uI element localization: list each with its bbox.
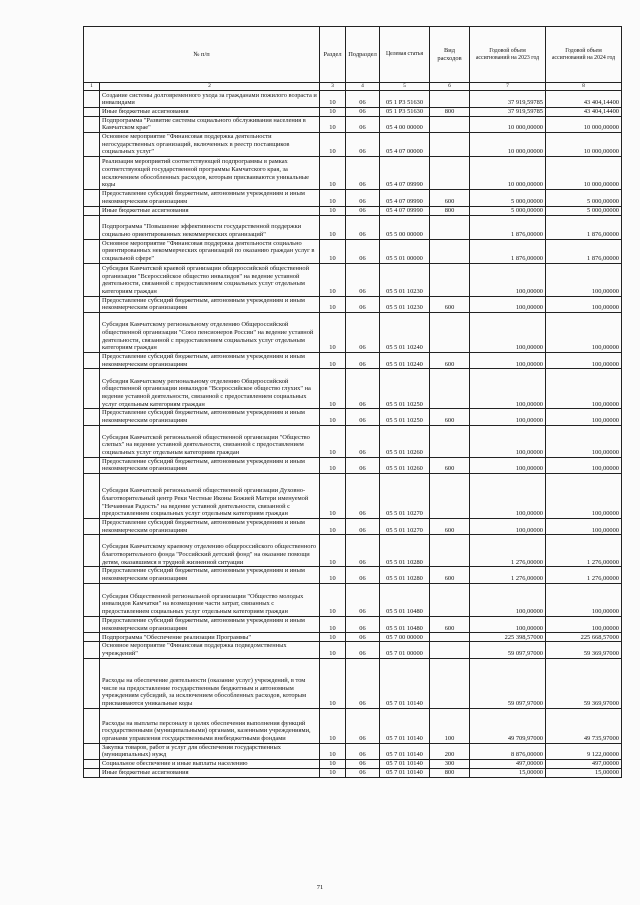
row-target-cell: 05 7 01 00000 — [380, 642, 430, 658]
row-razdel-cell: 10 — [320, 474, 346, 519]
row-number-cell — [84, 708, 100, 743]
header-y2023: Годовой объем ассигнований на 2023 год — [470, 27, 546, 83]
row-razdel-cell: 10 — [320, 409, 346, 425]
row-vid-cell — [430, 633, 470, 642]
row-amount-2023-cell: 10 000,00000 — [470, 157, 546, 190]
row-razdel-cell: 10 — [320, 239, 346, 263]
row-podrazdel-cell: 06 — [346, 633, 380, 642]
row-podrazdel-cell: 06 — [346, 642, 380, 658]
row-name-cell: Создание системы долговременного ухода за гражданами пожилого возраста и инвалидами — [100, 91, 320, 108]
row-amount-2023-cell: 100,00000 — [470, 474, 546, 519]
row-amount-2024-cell: 100,00000 — [546, 296, 622, 312]
row-amount-2023-cell: 100,00000 — [470, 457, 546, 473]
row-name-cell: Расходы на выплаты персоналу в целях обеспечения выполнения функций государственными (муниципальными) органами, казенными учреждениями, органами управления государственными внебюджетными фондами — [100, 708, 320, 743]
row-vid-cell: 600 — [430, 190, 470, 206]
row-razdel-cell: 10 — [320, 425, 346, 457]
row-razdel-cell: 10 — [320, 206, 346, 215]
row-razdel-cell: 10 — [320, 658, 346, 708]
row-name-cell: Предоставление субсидий бюджетным, автономным учреждениям и иным некоммерческим организациям — [100, 519, 320, 535]
row-amount-2023-cell: 5 000,00000 — [470, 206, 546, 215]
row-amount-2023-cell: 100,00000 — [470, 425, 546, 457]
row-amount-2023-cell: 8 876,00000 — [470, 743, 546, 759]
table-row — [84, 108, 622, 117]
table-row — [84, 658, 622, 708]
row-amount-2023-cell: 100,00000 — [470, 616, 546, 632]
row-vid-cell: 600 — [430, 296, 470, 312]
row-number-cell — [84, 658, 100, 708]
table-row — [84, 759, 622, 768]
row-name-cell: Предоставление субсидий бюджетным, автономным учреждениям и иным некоммерческим организациям — [100, 616, 320, 632]
row-amount-2024-cell: 497,00000 — [546, 759, 622, 768]
row-razdel-cell: 10 — [320, 616, 346, 632]
row-vid-cell — [430, 535, 470, 567]
row-vid-cell — [430, 642, 470, 658]
row-name-cell: Предоставление субсидий бюджетным, автономным учреждениям и иным некоммерческим организациям — [100, 409, 320, 425]
row-podrazdel-cell: 06 — [346, 369, 380, 409]
row-target-cell: 05 7 01 10140 — [380, 768, 430, 777]
row-vid-cell: 200 — [430, 743, 470, 759]
table-row — [84, 116, 622, 132]
row-podrazdel-cell: 06 — [346, 352, 380, 368]
row-razdel-cell: 10 — [320, 768, 346, 777]
row-target-cell: 05 4 07 09990 — [380, 157, 430, 190]
row-amount-2024-cell: 43 404,14400 — [546, 108, 622, 117]
table-row — [84, 239, 622, 263]
row-razdel-cell: 10 — [320, 133, 346, 157]
row-name-cell: Расходы на обеспечение деятельности (оказание услуг) учреждений, в том числе на предоставление государственным бюджетным и автономным учреждениям субсидий, за исключением обособленных расходов, которым присваиваются уникальные коды — [100, 658, 320, 708]
row-number-cell — [84, 474, 100, 519]
row-vid-cell: 800 — [430, 108, 470, 117]
row-name-cell: Субсидия Общественной региональной организации "Общество молодых инвалидов Камчатки" на возмещение части затрат, связанных с предоставлением социальных услуг отдельным категориям граждан — [100, 583, 320, 616]
row-number-cell — [84, 133, 100, 157]
row-number-cell — [84, 108, 100, 117]
row-name-cell: Предоставление субсидий бюджетным, автономным учреждениям и иным некоммерческим организациям — [100, 296, 320, 312]
row-vid-cell: 600 — [430, 567, 470, 583]
table-row — [84, 215, 622, 239]
row-amount-2023-cell: 1 876,00000 — [470, 215, 546, 239]
row-vid-cell: 600 — [430, 409, 470, 425]
row-number-cell — [84, 535, 100, 567]
row-amount-2024-cell: 1 876,00000 — [546, 239, 622, 263]
row-amount-2024-cell: 1 276,00000 — [546, 535, 622, 567]
row-razdel-cell: 10 — [320, 190, 346, 206]
row-amount-2024-cell: 100,00000 — [546, 519, 622, 535]
row-amount-2024-cell: 5 000,00000 — [546, 190, 622, 206]
row-amount-2023-cell: 100,00000 — [470, 352, 546, 368]
row-target-cell: 05 5 00 00000 — [380, 215, 430, 239]
col-index: 4 — [346, 83, 380, 91]
table-row — [84, 312, 622, 352]
row-amount-2024-cell: 225 668,57000 — [546, 633, 622, 642]
header-razdel: Раздел — [320, 27, 346, 83]
row-razdel-cell: 10 — [320, 263, 346, 296]
row-target-cell: 05 5 01 10270 — [380, 474, 430, 519]
row-amount-2023-cell: 15,00000 — [470, 768, 546, 777]
row-target-cell: 05 7 01 10140 — [380, 708, 430, 743]
row-target-cell: 05 7 01 10140 — [380, 743, 430, 759]
row-name-cell: Предоставление субсидий бюджетным, автономным учреждениям и иным некоммерческим организациям — [100, 190, 320, 206]
row-target-cell: 05 7 00 00000 — [380, 633, 430, 642]
row-podrazdel-cell: 06 — [346, 91, 380, 108]
row-amount-2024-cell: 100,00000 — [546, 425, 622, 457]
col-index: 1 — [84, 83, 100, 91]
row-name-cell: Подпрограмма "Повышение эффективности государственной поддержки социально ориентированных некоммерческих организаций" — [100, 215, 320, 239]
row-target-cell: 05 1 P3 51630 — [380, 91, 430, 108]
row-podrazdel-cell: 06 — [346, 658, 380, 708]
row-number-cell — [84, 519, 100, 535]
row-amount-2023-cell: 100,00000 — [470, 519, 546, 535]
row-name-cell: Реализация мероприятий соответствующей подпрограммы в рамках соответствующей государственной программы Камчатского края, за исключением обособленных расходов, которым присваиваются уникальные коды — [100, 157, 320, 190]
col-index: 7 — [470, 83, 546, 91]
row-amount-2024-cell: 100,00000 — [546, 352, 622, 368]
row-amount-2024-cell: 100,00000 — [546, 263, 622, 296]
row-number-cell — [84, 425, 100, 457]
row-podrazdel-cell: 06 — [346, 535, 380, 567]
row-target-cell: 05 5 01 10260 — [380, 425, 430, 457]
row-vid-cell: 600 — [430, 616, 470, 632]
row-amount-2024-cell: 100,00000 — [546, 312, 622, 352]
row-podrazdel-cell: 06 — [346, 567, 380, 583]
row-name-cell: Основное мероприятие "Финансовая поддержка деятельности социально ориентированных некоммерческих организаций по оказанию граждан услуг в социальной сфере" — [100, 239, 320, 263]
row-target-cell: 05 5 01 10250 — [380, 369, 430, 409]
table-row — [84, 190, 622, 206]
row-target-cell: 05 5 01 00000 — [380, 239, 430, 263]
row-razdel-cell: 10 — [320, 633, 346, 642]
row-amount-2023-cell: 100,00000 — [470, 312, 546, 352]
row-vid-cell — [430, 369, 470, 409]
row-razdel-cell: 10 — [320, 535, 346, 567]
row-amount-2024-cell: 59 369,97000 — [546, 658, 622, 708]
row-target-cell: 05 5 01 10270 — [380, 519, 430, 535]
row-razdel-cell: 10 — [320, 116, 346, 132]
row-amount-2023-cell: 10 000,00000 — [470, 133, 546, 157]
row-number-cell — [84, 206, 100, 215]
row-amount-2024-cell: 10 000,00000 — [546, 133, 622, 157]
row-number-cell — [84, 583, 100, 616]
table-body — [84, 91, 622, 778]
row-target-cell: 05 5 01 10230 — [380, 263, 430, 296]
row-razdel-cell: 10 — [320, 215, 346, 239]
row-amount-2023-cell: 100,00000 — [470, 263, 546, 296]
table-row — [84, 157, 622, 190]
row-vid-cell — [430, 425, 470, 457]
table-row — [84, 206, 622, 215]
row-target-cell: 05 7 01 10140 — [380, 658, 430, 708]
table-row — [84, 708, 622, 743]
row-number-cell — [84, 352, 100, 368]
row-razdel-cell: 10 — [320, 369, 346, 409]
row-razdel-cell: 10 — [320, 296, 346, 312]
row-name-cell: Закупка товаров, работ и услуг для обеспечения государственных (муниципальных) нужд — [100, 743, 320, 759]
row-podrazdel-cell: 06 — [346, 519, 380, 535]
row-vid-cell: 800 — [430, 206, 470, 215]
row-podrazdel-cell: 06 — [346, 239, 380, 263]
row-podrazdel-cell: 06 — [346, 759, 380, 768]
table-row — [84, 535, 622, 567]
row-amount-2024-cell: 43 404,14400 — [546, 91, 622, 108]
row-vid-cell: 600 — [430, 519, 470, 535]
row-name-cell: Основное мероприятие "Финансовая поддержка деятельности негосударственных организаций, включенных в реестр поставщиков социальных услуг" — [100, 133, 320, 157]
row-vid-cell — [430, 658, 470, 708]
row-target-cell: 05 4 07 00000 — [380, 133, 430, 157]
table-row — [84, 616, 622, 632]
table-row — [84, 768, 622, 777]
row-razdel-cell: 10 — [320, 108, 346, 117]
row-amount-2024-cell: 100,00000 — [546, 474, 622, 519]
table-header-row — [84, 27, 622, 83]
row-amount-2024-cell: 10 000,00000 — [546, 157, 622, 190]
row-name-cell: Подпрограмма "Обеспечение реализации Программы" — [100, 633, 320, 642]
row-amount-2023-cell: 100,00000 — [470, 296, 546, 312]
row-number-cell — [84, 312, 100, 352]
row-target-cell: 05 5 01 10280 — [380, 567, 430, 583]
header-podrazdel: Подраздел — [346, 27, 380, 83]
row-razdel-cell: 10 — [320, 759, 346, 768]
row-podrazdel-cell: 06 — [346, 108, 380, 117]
row-podrazdel-cell: 06 — [346, 616, 380, 632]
row-amount-2023-cell: 1 276,00000 — [470, 535, 546, 567]
row-name-cell: Иные бюджетные ассигнования — [100, 206, 320, 215]
row-amount-2024-cell: 1 276,00000 — [546, 567, 622, 583]
row-number-cell — [84, 457, 100, 473]
row-vid-cell — [430, 239, 470, 263]
budget-table — [83, 26, 622, 778]
row-name-cell: Предоставление субсидий бюджетным, автономным учреждениям и иным некоммерческим организациям — [100, 457, 320, 473]
row-name-cell: Субсидия Камчатской региональной общественной организации Духовно-благотворительный центр Реки Честные Иконы Божией Матери именуемой "Нечаянная Радость" на ведение уставной деятельности, связанной с предоставлением социальных услуг отдельным категориям граждан — [100, 474, 320, 519]
row-amount-2023-cell: 37 919,59785 — [470, 108, 546, 117]
row-razdel-cell: 10 — [320, 352, 346, 368]
row-name-cell: Подпрограмма "Развитие системы социального обслуживания населения в Камчатском крае" — [100, 116, 320, 132]
row-vid-cell — [430, 157, 470, 190]
row-amount-2023-cell: 497,00000 — [470, 759, 546, 768]
row-amount-2024-cell: 100,00000 — [546, 583, 622, 616]
row-amount-2024-cell: 59 369,97000 — [546, 642, 622, 658]
row-number-cell — [84, 567, 100, 583]
col-index: 5 — [380, 83, 430, 91]
col-index: 8 — [546, 83, 622, 91]
row-number-cell — [84, 616, 100, 632]
row-vid-cell — [430, 91, 470, 108]
row-amount-2024-cell: 49 735,97000 — [546, 708, 622, 743]
row-name-cell: Основное мероприятие "Финансовая поддержка подведомственных учреждений" — [100, 642, 320, 658]
row-vid-cell — [430, 116, 470, 132]
row-amount-2023-cell: 100,00000 — [470, 369, 546, 409]
row-podrazdel-cell: 06 — [346, 474, 380, 519]
row-amount-2023-cell: 37 919,59785 — [470, 91, 546, 108]
row-target-cell: 05 1 P3 51630 — [380, 108, 430, 117]
row-amount-2023-cell: 5 000,00000 — [470, 190, 546, 206]
row-razdel-cell: 10 — [320, 91, 346, 108]
row-razdel-cell: 10 — [320, 567, 346, 583]
row-amount-2024-cell: 100,00000 — [546, 457, 622, 473]
row-amount-2024-cell: 100,00000 — [546, 409, 622, 425]
row-amount-2024-cell: 9 122,00000 — [546, 743, 622, 759]
table-row — [84, 263, 622, 296]
row-name-cell: Иные бюджетные ассигнования — [100, 108, 320, 117]
table-row — [84, 583, 622, 616]
row-podrazdel-cell: 06 — [346, 190, 380, 206]
row-vid-cell — [430, 583, 470, 616]
row-amount-2024-cell: 100,00000 — [546, 616, 622, 632]
row-amount-2023-cell: 225 398,57000 — [470, 633, 546, 642]
row-podrazdel-cell: 06 — [346, 743, 380, 759]
row-number-cell — [84, 759, 100, 768]
row-number-cell — [84, 369, 100, 409]
row-podrazdel-cell: 06 — [346, 133, 380, 157]
row-number-cell — [84, 768, 100, 777]
row-podrazdel-cell: 06 — [346, 215, 380, 239]
table-row — [84, 474, 622, 519]
row-podrazdel-cell: 06 — [346, 409, 380, 425]
row-podrazdel-cell: 06 — [346, 116, 380, 132]
row-target-cell: 05 7 01 10140 — [380, 759, 430, 768]
row-number-cell — [84, 296, 100, 312]
row-number-cell — [84, 239, 100, 263]
col-index: 6 — [430, 83, 470, 91]
row-target-cell: 05 5 01 10240 — [380, 352, 430, 368]
row-target-cell: 05 5 01 10480 — [380, 616, 430, 632]
row-number-cell — [84, 642, 100, 658]
row-target-cell: 05 5 01 10230 — [380, 296, 430, 312]
row-name-cell: Субсидия Камчатскому региональному отделению Общероссийской общественной организации инвалидов "Всероссийское общество глухих" на ведение уставной деятельности, связанной с предоставлением социальных услуг отдельным категориям граждан — [100, 369, 320, 409]
row-vid-cell: 800 — [430, 768, 470, 777]
row-number-cell — [84, 116, 100, 132]
table-row — [84, 457, 622, 473]
table-row — [84, 642, 622, 658]
row-amount-2024-cell: 100,00000 — [546, 369, 622, 409]
row-target-cell: 05 5 01 10480 — [380, 583, 430, 616]
row-number-cell — [84, 215, 100, 239]
row-podrazdel-cell: 06 — [346, 263, 380, 296]
row-name-cell: Субсидия Камчатской региональной общественной организации "Общество слепых" на ведение уставной деятельности, связанной с предоставлением социальных услуг отдельным категориям граждан — [100, 425, 320, 457]
table-row — [84, 409, 622, 425]
row-razdel-cell: 10 — [320, 708, 346, 743]
row-vid-cell: 300 — [430, 759, 470, 768]
row-name-cell: Иные бюджетные ассигнования — [100, 768, 320, 777]
row-number-cell — [84, 91, 100, 108]
row-amount-2023-cell: 100,00000 — [470, 409, 546, 425]
row-number-cell — [84, 190, 100, 206]
row-target-cell: 05 4 07 09990 — [380, 206, 430, 215]
row-number-cell — [84, 157, 100, 190]
row-podrazdel-cell: 06 — [346, 708, 380, 743]
row-amount-2023-cell: 100,00000 — [470, 583, 546, 616]
col-index: 3 — [320, 83, 346, 91]
table-row — [84, 352, 622, 368]
row-amount-2024-cell: 5 000,00000 — [546, 206, 622, 215]
header-vid: Вид расходов — [430, 27, 470, 83]
row-razdel-cell: 10 — [320, 157, 346, 190]
row-amount-2023-cell: 10 000,00000 — [470, 116, 546, 132]
row-target-cell: 05 4 00 00000 — [380, 116, 430, 132]
table-row — [84, 633, 622, 642]
row-razdel-cell: 10 — [320, 583, 346, 616]
row-name-cell: Субсидия Камчатскому краевому отделению общероссийского общественного благотворительного фонда "Российский детский фонд" на оказание помощи детям, оказавшимся в трудной жизненной ситуации — [100, 535, 320, 567]
col-index: 2 — [100, 83, 320, 91]
row-name-cell: Предоставление субсидий бюджетным, автономным учреждениям и иным некоммерческим организациям — [100, 567, 320, 583]
row-vid-cell: 600 — [430, 457, 470, 473]
row-amount-2023-cell: 1 276,00000 — [470, 567, 546, 583]
row-vid-cell — [430, 263, 470, 296]
row-target-cell: 05 5 01 10240 — [380, 312, 430, 352]
table-row — [84, 296, 622, 312]
header-y2024: Годовой объем ассигнований на 2024 год — [546, 27, 622, 83]
table-row — [84, 743, 622, 759]
table-row — [84, 91, 622, 108]
row-podrazdel-cell: 06 — [346, 312, 380, 352]
row-vid-cell: 600 — [430, 352, 470, 368]
page-number: 71 — [316, 884, 324, 891]
row-amount-2023-cell: 59 097,97000 — [470, 642, 546, 658]
table-row — [84, 369, 622, 409]
row-target-cell: 05 5 01 10260 — [380, 457, 430, 473]
row-name-cell: Субсидия Камчатской краевой организации общероссийской общественной организации "Всероссийское общество инвалидов" на ведение уставной деятельности, связанной с предоставлением социальных услуг отдельным категориям граждан — [100, 263, 320, 296]
row-amount-2024-cell: 10 000,00000 — [546, 116, 622, 132]
row-razdel-cell: 10 — [320, 642, 346, 658]
row-number-cell — [84, 409, 100, 425]
row-amount-2024-cell: 1 876,00000 — [546, 215, 622, 239]
row-podrazdel-cell: 06 — [346, 425, 380, 457]
row-target-cell: 05 5 01 10280 — [380, 535, 430, 567]
column-index-row — [84, 83, 622, 91]
row-vid-cell: 100 — [430, 708, 470, 743]
table-row — [84, 133, 622, 157]
row-razdel-cell: 10 — [320, 743, 346, 759]
row-vid-cell — [430, 474, 470, 519]
header-target: Целевая статья — [380, 27, 430, 83]
row-podrazdel-cell: 06 — [346, 157, 380, 190]
row-amount-2023-cell: 1 876,00000 — [470, 239, 546, 263]
row-target-cell: 05 4 07 09990 — [380, 190, 430, 206]
row-amount-2023-cell: 49 709,97000 — [470, 708, 546, 743]
row-name-cell: Предоставление субсидий бюджетным, автономным учреждениям и иным некоммерческим организациям — [100, 352, 320, 368]
row-podrazdel-cell: 06 — [346, 206, 380, 215]
row-number-cell — [84, 633, 100, 642]
header-num: № п/п — [84, 27, 320, 83]
row-podrazdel-cell: 06 — [346, 296, 380, 312]
row-razdel-cell: 10 — [320, 457, 346, 473]
table-row — [84, 567, 622, 583]
row-name-cell: Социальное обеспечение и иные выплаты населению — [100, 759, 320, 768]
row-amount-2024-cell: 15,00000 — [546, 768, 622, 777]
table-row — [84, 425, 622, 457]
row-podrazdel-cell: 06 — [346, 583, 380, 616]
row-vid-cell — [430, 215, 470, 239]
row-name-cell: Субсидия Камчатскому региональному отделению Общероссийской общественной организации "Союз пенсионеров России" на ведение уставной деятельности, связанной с предоставлением социальных услуг отдельным категориям граждан — [100, 312, 320, 352]
row-number-cell — [84, 263, 100, 296]
table-row — [84, 519, 622, 535]
row-razdel-cell: 10 — [320, 519, 346, 535]
row-target-cell: 05 5 01 10250 — [380, 409, 430, 425]
row-razdel-cell: 10 — [320, 312, 346, 352]
row-podrazdel-cell: 06 — [346, 457, 380, 473]
row-podrazdel-cell: 06 — [346, 768, 380, 777]
row-amount-2023-cell: 59 097,97000 — [470, 658, 546, 708]
row-vid-cell — [430, 312, 470, 352]
row-vid-cell — [430, 133, 470, 157]
row-number-cell — [84, 743, 100, 759]
